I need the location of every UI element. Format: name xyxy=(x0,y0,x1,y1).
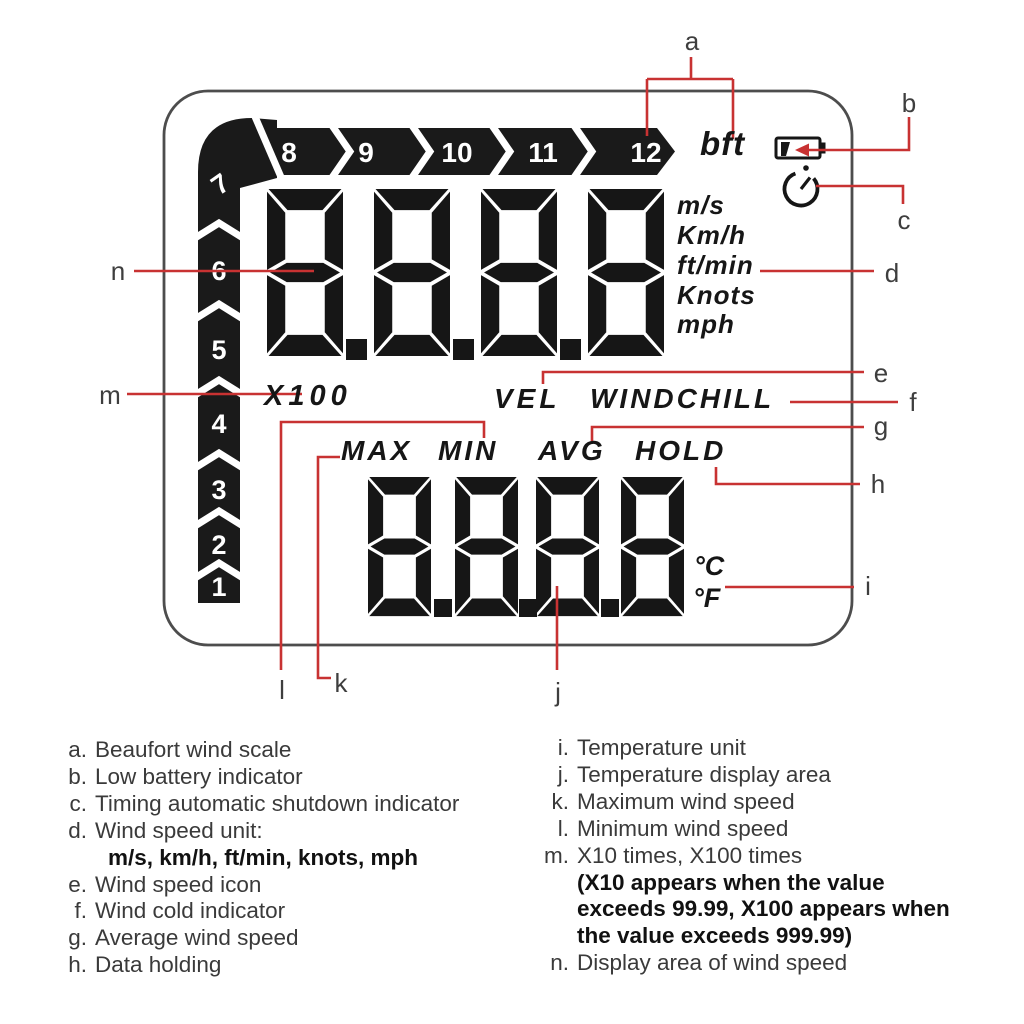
callout-letter-j: j xyxy=(555,677,561,707)
x100-multiplier-label: X100 xyxy=(264,380,352,412)
legend-text: exceeds 99.99, X100 appears when xyxy=(577,896,950,922)
callout-letter-d: d xyxy=(884,258,900,288)
legend-row-j xyxy=(533,762,1003,789)
timer-icon xyxy=(784,165,817,205)
legend-letter: l. xyxy=(557,815,569,841)
legend-row-b xyxy=(57,764,532,791)
callout-line-h xyxy=(716,467,860,484)
legend-row-m-note-3 xyxy=(533,923,1003,950)
legend-letter: e. xyxy=(68,871,87,897)
callout-letter-n: n xyxy=(110,256,126,286)
beaufort-number-8: 8 xyxy=(281,137,297,168)
legend-letter: k. xyxy=(551,788,569,814)
beaufort-number-10: 10 xyxy=(441,137,473,168)
legend-letter: b. xyxy=(68,763,87,789)
legend-row-f xyxy=(57,898,532,925)
legend-row-m-note-1 xyxy=(533,870,1003,897)
legend-right-column xyxy=(533,735,1003,977)
digit xyxy=(481,189,557,356)
legend-row-m xyxy=(533,843,1003,870)
decimal-point xyxy=(560,339,581,360)
legend-letter: i. xyxy=(557,735,569,760)
decimal-point xyxy=(453,339,474,360)
beaufort-number-7: 7 xyxy=(205,167,236,201)
beaufort-corner-band xyxy=(198,118,277,603)
digit xyxy=(267,189,343,356)
legend-letter: n. xyxy=(550,950,569,976)
legend-letter: a. xyxy=(68,737,87,762)
callout-letter-l: l xyxy=(279,675,285,705)
legend-text: Wind cold indicator xyxy=(95,898,286,924)
beaufort-number-11: 11 xyxy=(528,137,558,168)
legend-text: Temperature display area xyxy=(577,761,831,787)
legend-row-d xyxy=(57,818,532,845)
legend-letter: m. xyxy=(544,842,569,868)
decimal-point xyxy=(519,599,537,617)
legend-row-l xyxy=(533,816,1003,843)
wind-speed-digits xyxy=(267,189,664,360)
decimal-point xyxy=(601,599,619,617)
bft-label: bft xyxy=(700,125,746,162)
beaufort-number-3: 3 xyxy=(211,475,227,505)
digit xyxy=(536,477,599,616)
decimal-point xyxy=(434,599,452,617)
temperature-digits xyxy=(368,477,684,617)
windchill-label: WINDCHILL xyxy=(590,383,775,414)
beaufort-number-1: 1 xyxy=(211,572,227,602)
hold-label: HOLD xyxy=(635,435,727,466)
legend-text: m/s, km/h, ft/min, knots, mph xyxy=(108,844,419,870)
unit-kmh: Km/h xyxy=(677,220,746,250)
legend-row-n xyxy=(533,950,1003,977)
beaufort-number-12: 12 xyxy=(630,137,662,168)
legend-letter: g. xyxy=(68,925,87,951)
legend-text: Timing automatic shutdown indicator xyxy=(95,790,460,816)
legend-text: Display area of wind speed xyxy=(577,950,848,976)
legend-row-c xyxy=(57,791,532,818)
legend-text: Temperature unit xyxy=(577,735,746,760)
legend-row-a xyxy=(57,737,532,764)
beaufort-number-2: 2 xyxy=(211,530,227,560)
avg-label: AVG xyxy=(538,435,606,466)
digit xyxy=(588,189,664,356)
legend-text: Minimum wind speed xyxy=(577,815,789,841)
legend-text: the value exceeds 999.99) xyxy=(577,923,853,949)
legend-text: Average wind speed xyxy=(95,925,299,951)
callout-letter-c: c xyxy=(897,205,911,235)
callout-line-g xyxy=(592,427,864,441)
legend-text: X10 times, X100 times xyxy=(577,842,803,868)
legend-row-d-units xyxy=(57,845,532,872)
callout-letter-m: m xyxy=(99,380,121,410)
legend-text: Maximum wind speed xyxy=(577,788,795,814)
legend-row-g xyxy=(57,925,532,952)
legend-left-column xyxy=(57,737,532,979)
max-label: MAX xyxy=(341,435,413,466)
legend-row-k xyxy=(533,789,1003,816)
legend-letter xyxy=(533,923,577,950)
legend-text: Wind speed unit: xyxy=(95,817,263,843)
callout-letter-a: a xyxy=(684,26,700,56)
beaufort-number-5: 5 xyxy=(211,335,227,365)
callout-line-c xyxy=(816,186,903,204)
legend-letter xyxy=(533,870,577,897)
legend-text: Low battery indicator xyxy=(95,763,303,789)
legend-row-i xyxy=(533,735,1003,762)
unit-ftmin: ft/min xyxy=(677,250,754,280)
callout-letter-f: f xyxy=(909,387,917,417)
beaufort-number-9: 9 xyxy=(358,137,374,168)
digit xyxy=(368,477,431,616)
legend-letter: j. xyxy=(557,761,569,787)
callout-letter-b: b xyxy=(901,88,917,118)
digit xyxy=(455,477,518,616)
legend-letter xyxy=(533,896,577,923)
fahrenheit-unit-label: °F xyxy=(693,583,721,613)
legend-row-h xyxy=(57,952,532,979)
legend-text: Wind speed icon xyxy=(95,871,262,897)
legend-text: (X10 appears when the value xyxy=(577,869,885,895)
legend-row-e xyxy=(57,872,532,899)
legend-letter: c. xyxy=(69,790,87,816)
callout-letter-g: g xyxy=(873,411,889,441)
callout-letter-i: i xyxy=(865,571,871,601)
legend-letter: d. xyxy=(68,817,87,843)
vel-label: VEL xyxy=(494,383,561,414)
unit-ms: m/s xyxy=(677,190,725,220)
celsius-unit-label: °C xyxy=(694,551,725,581)
beaufort-number-6: 6 xyxy=(211,256,227,286)
legend-text: Data holding xyxy=(95,952,222,978)
legend-letter xyxy=(57,845,95,872)
decimal-point xyxy=(346,339,367,360)
digit xyxy=(621,477,684,616)
legend-text: Beaufort wind scale xyxy=(95,737,292,762)
callout-letter-e: e xyxy=(873,358,889,388)
legend-letter: h. xyxy=(68,952,87,978)
beaufort-number-4: 4 xyxy=(211,409,227,439)
legend-row-m-note-2 xyxy=(533,896,1003,923)
unit-mph: mph xyxy=(677,309,735,339)
callout-letter-h: h xyxy=(870,469,886,499)
callout-letter-k: k xyxy=(334,668,348,698)
legend-letter: f. xyxy=(74,898,87,924)
digit xyxy=(374,189,450,356)
unit-knots: Knots xyxy=(677,280,756,310)
min-label: MIN xyxy=(438,435,499,466)
